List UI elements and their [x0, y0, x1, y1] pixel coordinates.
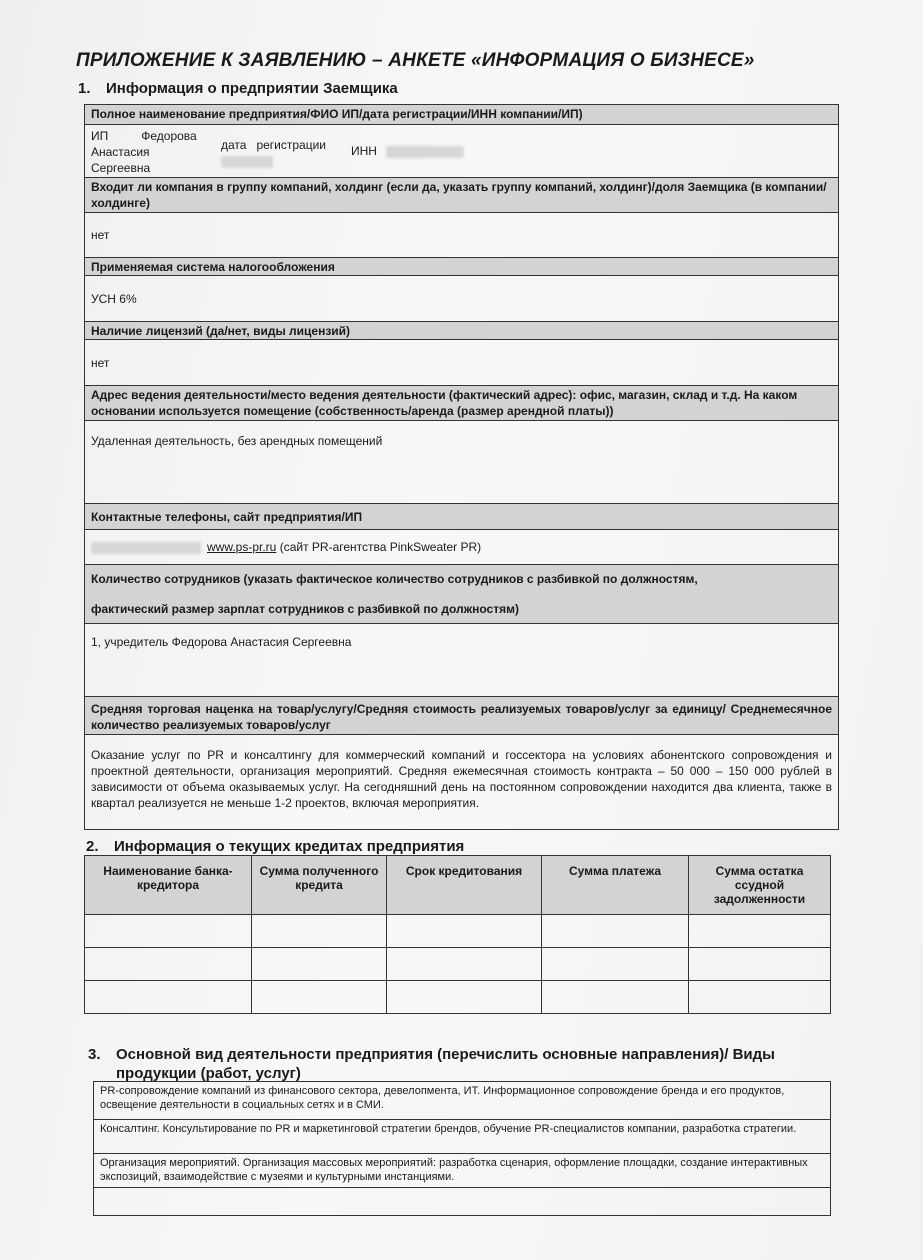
row-value-contacts [85, 530, 839, 565]
phone-redacted [91, 542, 201, 554]
row-header-full-name: Полное наименование предприятия/ФИО ИП/дата регистрации/ИНН компании/ИП) [85, 105, 839, 125]
credits-col-payment: Сумма платежа [542, 856, 689, 915]
section-3-title [88, 1045, 775, 1083]
website-note: (сайт PR-агентства PinkSweater PR) [276, 540, 482, 554]
credits-col-term: Срок кредитования [387, 856, 542, 915]
section-2-number: 2. [86, 838, 99, 855]
row-value-tax-system: УСН 6% [85, 276, 839, 322]
row-value-markup: Оказание услуг по PR и консалтингу для коммерческий компаний и госсектора на условиях абонентского сопровождения и проектной деятельности, организация мероприятий. Средняя ежемесячная стоимость контракта – 50 000 – 150 000 рублей в зависимости от объема оказываемых услуг. На сегодняшний день на постоянном сопровождении находится два клиента, также в квартал реализуется не меньше 1-2 проектов, включая мероприятия. [85, 735, 839, 830]
row-header-licenses: Наличие лицензий (да/нет, виды лицензий) [85, 322, 839, 340]
credits-table [84, 855, 831, 1014]
row-value-address: Удаленная деятельность, без арендных помещений [85, 421, 839, 504]
section-3-title-line-2: продукции (работ, услуг) [116, 1065, 301, 1082]
inn-redacted [386, 146, 464, 158]
activity-item: PR-сопровождение компаний из финансового сектора, девелопмента, ИТ. Информационное сопровождение бренда и его продуктов, освещение деятельности в социальных сетях и в СМИ. [94, 1082, 831, 1120]
row-header-employees [85, 565, 839, 624]
section-1-title [78, 80, 398, 97]
row-header-contacts: Контактные телефоны, сайт предприятия/ИП [85, 504, 839, 530]
section-1-number: 1. [78, 80, 91, 97]
employees-header-line-1: Количество сотрудников (указать фактическое количество сотрудников с разбивкой по должностям, [91, 572, 698, 586]
row-header-tax-system: Применяемая система налогообложения [85, 258, 839, 276]
page-title: ПРИЛОЖЕНИЕ К ЗАЯВЛЕНИЮ – АНКЕТЕ «ИНФОРМАЦИЯ О БИЗНЕСЕ» [76, 50, 755, 71]
table-row [85, 915, 831, 948]
credits-col-amount: Сумма полученного кредита [252, 856, 387, 915]
section-3-title-line-1: Основной вид деятельности предприятия (перечислить основные направления)/ Виды [116, 1046, 775, 1063]
borrower-patronymic: Сергеевна [91, 161, 151, 175]
borrower-name: Анастасия [91, 145, 150, 159]
borrower-surname: Федорова [141, 129, 197, 143]
row-header-markup: Средняя торговая наценка на товар/услугу/Средняя стоимость реализуемых товаров/услуг за единицу/ Среднемесячное количество реализуемых товаров/услуг [85, 697, 839, 735]
row-value-group: нет [85, 213, 839, 258]
table-row [85, 981, 831, 1014]
activity-item-empty [94, 1188, 831, 1216]
inn-label: ИНН [351, 144, 377, 158]
table-row [85, 948, 831, 981]
row-header-address: Адрес ведения деятельности/место ведения деятельности (фактический адрес): офис, магазин, склад и т.д. На каком основании используется помещение (собственность/аренда (размер арендной платы)) [85, 386, 839, 421]
section-2-title-text: Информация о текущих кредитах предприятия [114, 838, 465, 855]
borrower-info-table [84, 104, 839, 830]
registration-date-redacted [221, 156, 273, 168]
registration-date-label: дата регистрации [221, 138, 326, 152]
section-2-title [86, 838, 464, 855]
row-value-full-name [85, 125, 839, 178]
row-value-employees: 1, учредитель Федорова Анастасия Сергеевна [85, 624, 839, 697]
section-3-number: 3. [88, 1046, 101, 1063]
row-header-group: Входит ли компания в группу компаний, холдинг (если да, указать группу компаний, холдинг)/доля Заемщика (в компании/ холдинге) [85, 178, 839, 213]
activity-item: Консалтинг. Консультирование по PR и маркетинговой стратегии брендов, обучение PR-специалистов компании, разработка стратегии. [94, 1120, 831, 1154]
section-1-title-text: Информация о предприятии Заемщика [106, 80, 398, 97]
ip-label: ИП [91, 129, 109, 143]
row-value-licenses: нет [85, 340, 839, 386]
credits-col-bank: Наименование банка-кредитора [85, 856, 252, 915]
website-link[interactable]: www.ps-pr.ru [207, 540, 277, 554]
credits-col-balance: Сумма остатка ссудной задолженности [689, 856, 831, 915]
employees-header-line-2: фактический размер зарплат сотрудников с разбивкой по должностям) [91, 602, 519, 616]
activity-item: Организация мероприятий. Организация массовых мероприятий: разработка сценария, оформление площадки, создание интерактивных экспозиций, взаимодействие с музеями и культурными инстанциями. [94, 1154, 831, 1188]
activities-table [93, 1081, 831, 1216]
